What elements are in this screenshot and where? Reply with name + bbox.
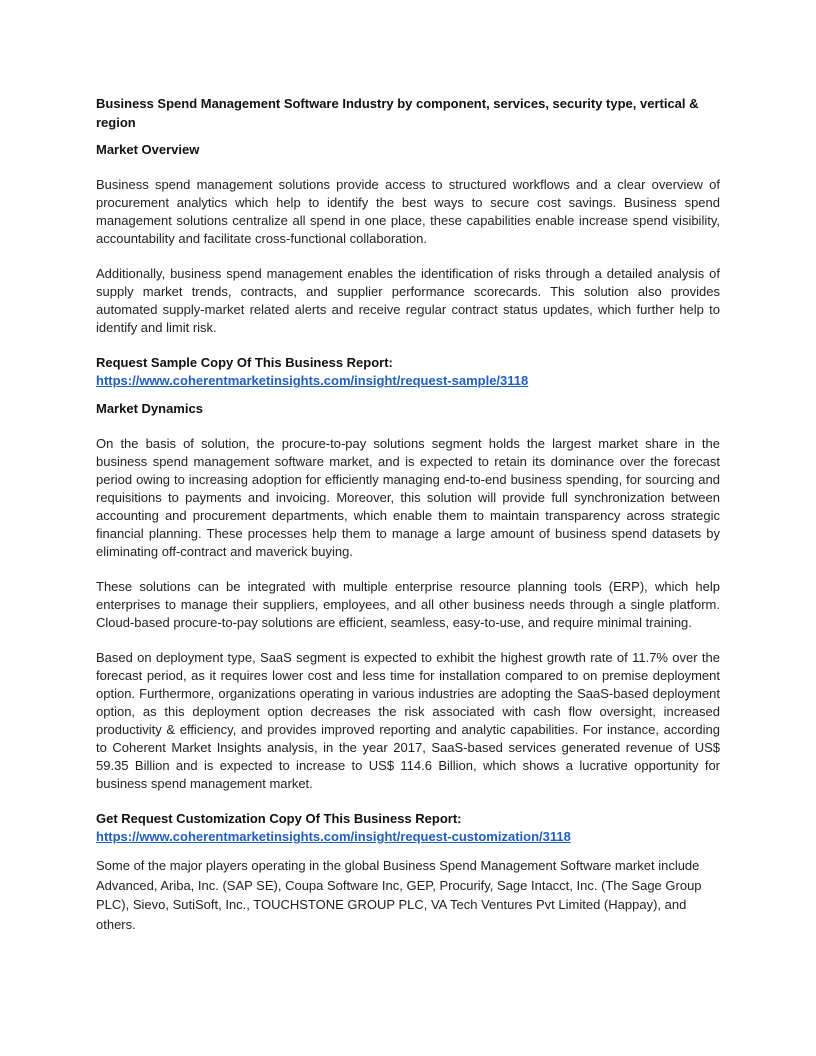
dynamics-paragraph-3: Based on deployment type, SaaS segment is expected to exhibit the highest growth rate of 11.7% over the forecast period, as it requires lower cost and less time for installation compared to on premise deployment option. Furthermore, organizations operating in various industries are adopting the SaaS-based deployment option, as this deployment option decreases the risk associated with cash flow oversight, increased productivity & efficiency, and provides improved reporting and analytic capabilities. For instance, according to Coherent Market Insights analysis, in the year 2017, SaaS-based services generated revenue of US$ 59.35 Billion and is expected to increase to US$ 114.6 Billion, which shows a lucrative opportunity for business spend management market. [96,650,720,791]
customization-request-block [96,810,720,846]
overview-paragraph-1: Business spend management solutions provide access to structured workflows and a clear overview of procurement analytics which help to identify the best ways to secure cost savings. Business spend management solutions centralize all spend in one place, these capabilities enable increase spend visibility, accountability and facilitate cross-functional collaboration. [96,177,720,246]
customization-request-label: Get Request Customization Copy Of This Business Report: [96,811,462,826]
market-overview-heading: Market Overview [96,142,200,157]
customization-request-link[interactable]: https://www.coherentmarketinsights.com/insight/request-customization/3118 [96,829,571,844]
sample-request-block [96,354,720,390]
sample-request-link[interactable]: https://www.coherentmarketinsights.com/insight/request-sample/3118 [96,373,529,388]
dynamics-paragraph-1: On the basis of solution, the procure-to-pay solutions segment holds the largest market share in the business spend management software market, and is expected to retain its dominance over the forecast period owing to increasing adoption for efficiently managing end-to-end business spending, for sourcing and requisitions to payments and invoicing. Moreover, this solution will provide full synchronization between accounting and procurement departments, which enable them to maintain transparency across strategic financial planning. These processes help them to manage a large amount of business spend datasets by eliminating off-contract and maverick buying. [96,436,720,559]
sample-request-label: Request Sample Copy Of This Business Report: [96,355,393,370]
major-players-paragraph: Some of the major players operating in the global Business Spend Management Software market include Advanced, Ariba, Inc. (SAP SE), Coupa Software Inc, GEP, Procurify, Sage Intacct, Inc. (The Sage Group PLC), Sievo, SutiSoft, Inc., TOUCHSTONE GROUP PLC, VA Tech Ventures Pvt Limited (Happay), and others. [96,858,702,932]
market-dynamics-heading: Market Dynamics [96,401,203,416]
document-title: Business Spend Management Software Industry by component, services, security type, vertical & region [96,96,699,130]
document-page [96,94,720,951]
overview-paragraph-2: Additionally, business spend management enables the identification of risks through a detailed analysis of supply market trends, contracts, and supplier performance scorecards. This solution also provides automated supply-market related alerts and receive regular contract status updates, which further help to identify and limit risk. [96,266,720,335]
dynamics-paragraph-2: These solutions can be integrated with multiple enterprise resource planning tools (ERP), which help enterprises to manage their suppliers, employees, and all other business needs through a single platform. Cloud-based procure-to-pay solutions are efficient, seamless, easy-to-use, and require minimal training. [96,579,720,630]
